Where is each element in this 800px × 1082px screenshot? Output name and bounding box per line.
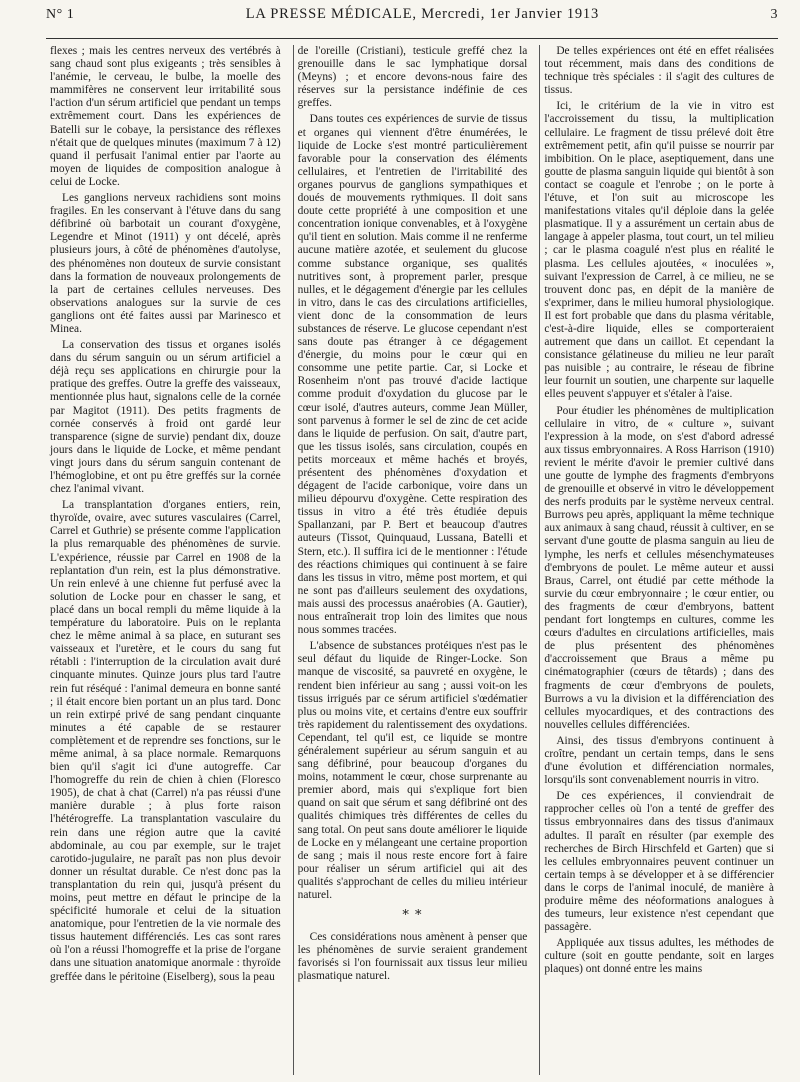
paragraph: Les ganglions nerveux rachidiens sont moins fragiles. En les conservant à l'étuve dans du sang défibriné où barbotait un courant d'oxygène, Legendre et Minot (1911) y ont décelé, après plusieurs jours, à côté de phénomènes d'autolyse, des phénomènes non douteux de survie consistant dans la formation de nouveaux prolongements de la part de certaines cellules nerveuses. Des observations analogues sur la survie de ces ganglions ont été faites aussi par Marinesco et Minea.	[50, 192, 281, 335]
column-right	[539, 45, 778, 1075]
paragraph: Pour étudier les phénomènes de multiplication cellulaire in vitro, de « culture », suivant l'expression à la mode, on s'est d'abord adressé aux tissus embryonnaires. A Ross Harrison (1910) revient le mérite d'avoir le premier cultivé dans une goutte de lymphe des fragments d'embryons de grenouille et observé in vitro le développement des nerfs produits par le système nerveux central. Burrows peu après, appliquant la même technique aux animaux à sang chaud, réussit à cultiver, en se servant d'une goutte de plasma sanguin au lieu de lymphe, les nerfs et cellules mésenchymateuses d'embryons de poulet. Le même auteur et aussi Braus, Carrel, ont étudié par cette méthode la survie du cœur embryonnaire ; le cœur entier, ou des fragments de cœur d'embryons, battent pendant fort longtemps en cultures, comme les cœurs d'adultes en circulations artificielles, mais de plus présentent des phénomènes d'accroissement que Braus a même pu cinématographier (cœurs de têtards) ; dans des fragments de cœur d'embryons de poulets, Burrows a vu la division et la différenciation des cellules myocardiques, et des contractions des nouvelles cellules différenciées.	[544, 404, 774, 731]
closing-paragraph: Ces considérations nous amènent à penser que les phénomènes de survie seraient grandement favorisés si l'on fournissait aux tissus leur milieu plasmatique naturel.	[297, 931, 528, 983]
paragraph: de l'oreille (Cristiani), testicule greffé chez la grenouille dans le sac lymphatique dorsal (Meyns) ; et encore devons-nous faire des réserves sur la persistance indéfinie de ces greffes.	[297, 45, 528, 110]
paragraph: flexes ; mais les centres nerveux des vertébrés à sang chaud sont plus exigeants ; très sensibles à l'anémie, le cerveau, le bulbe, la moelle des mammifères ne conservent leur irritabilité sous l'action d'un sérum artificiel que pendant un temps extrêmement court. Dans les expériences de Batelli sur le cobaye, la persistance des réflexes n'était que de quelques minutes (maximum 7 à 12) quand il perfusait l'animal entier par l'aorte au moyen de liquides de composition analogue à celui de Locke.	[50, 45, 281, 188]
text-columns	[46, 45, 778, 1075]
paragraph: Dans toutes ces expériences de survie de tissus et organes qui viennent d'être énumérées, le liquide de Locke s'est montré particulièrement favorable pour la conservation des éléments cellulaires, et l'entretien de l'irritabilité des organes pourvus de ganglions sympathiques et doués de mouvements rythmiques. Il doit sans doute cette propriété à une composition et une concentration ionique convenables, et à l'oxygène qu'il tient en solution. Mais comme il ne renferme aucune matière azotée, et seulement du glucose comme substance organique, ses qualités nutritives sont, à proprement parler, presque nulles, et le dégagement d'énergie par les cellules in vitro, dans le cas des circulations artificielles, vient donc de la consommation de leurs substances de réserve. Le glucose cependant n'est sans doute pas étranger à ce dégagement d'énergie, du moins pour le cœur qui en consomme une petite partie. Car, si Locke et Rosenheim n'ont pas trouvé d'acide lactique comme produit d'oxydation du glucose par le cœur isolé, d'autres auteurs, comme Jean Müller, sont parvenus à former le sel de zinc de cet acide dans le liquide de perfusion. On sait, d'autre part, que les tissus isolés, sans circulation, coupés en petits morceaux et même hachés et broyés, présentent des phénomènes d'oxydation et dégagent de l'acide carbonique, voire dans un milieu dépourvu d'oxygène. Cette respiration des tissus in vitro a été très étudiée depuis Spallanzani, par P. Bert et beaucoup d'autres auteurs (Tissot, Quinquaud, Lussana, Batelli et Stern, etc.). Il suffira ici de le mentionner : l'étude des réactions chimiques qui continuent à se faire dans les tissus in vitro, même post mortem, et qui ne sont pas d'ailleurs seulement des oxydations, mais aussi des processus anaérobies (A. Gautier), nous entraînerait trop loin des limites que nous nous sommes tracées.	[297, 113, 528, 637]
paragraph: Ainsi, des tissus d'embryons continuent à croître, pendant un certain temps, dans le sens d'une évolution et différenciation normales, lorsqu'ils sont convenablement nourris in vitro.	[544, 734, 774, 787]
section-separator: * *	[402, 908, 423, 924]
page-header	[46, 6, 778, 39]
paragraph: La conservation des tissus et organes isolés dans du sérum sanguin ou un sérum artificiel a déjà reçu ses applications en chirurgie pour la pratique des greffes. Outre la greffe des vaisseaux, mentionnée plus haut, signalons celle de la cornée par Magitot (1911). Des petits fragments de cornée conservés à froid ont gardé leur transparence (signe de survie) pendant dix, douze jours dans le liquide de Locke, et même pendant vingt jours dans du sérum sanguin contenant de l'hémoglobine, et ont pu être greffés sur la cornée chez l'animal vivant.	[50, 339, 281, 496]
column-left	[46, 45, 285, 1075]
paragraph: L'absence de substances protéiques n'est pas le seul défaut du liquide de Ringer-Locke. Son manque de viscosité, sa pauvreté en oxygène, le rendent bien inférieur au sang ; aussi voit-on les tissus irrigués par ce sérum artificiel s'œdématier plus ou moins vite, et certains d'entre eux souffrir très rapidement du ralentissement des oxydations. Cependant, tel qu'il est, ce liquide se montre généralement supérieur au sérum sanguin et au sang défibriné, pour beaucoup d'organes du moins, notamment le cœur, chose surprenante au premier abord, mais qui s'explique fort bien quand on sait que sérum et sang défibriné ont des qualités chimiques très différentes de celles du sang total. On peut sans doute améliorer le liquide de Locke en y mélangeant une certaine proportion de sang ; mais il nous reste encore fort à faire pour réaliser un sérum artificiel qui ait des qualités s'approchant de celles du milieu intérieur naturel.	[297, 640, 528, 901]
page-label: N° 1	[46, 7, 75, 22]
paragraph: La transplantation d'organes entiers, rein, thyroïde, ovaire, avec sutures vasculaires (Carrel, Carrel et Guthrie) se présente comme l'application la plus remarquable des phénomènes de survie. L'expérience, réussie par Carrel en 1908 de la replantation d'un rein, est la plus démonstrative. Un rein enlevé à une chienne fut perfusé avec la solution de Locke pour en chasser le sang, et placé dans un bocal rempli du même liquide à la température du laboratoire. Puis on le replanta chez le même animal à sa place, en suturant ses vaisseaux et l'uretère, et le cours du sang fut rétabli : l'interruption de la circulation avait duré cinquante minutes. Quinze jours plus tard l'autre rein fut réséqué : l'animal demeura en bonne santé ; il était encore bien portant un an plus tard. Donc un rein extirpé privé de sang pendant cinquante minutes a été capable de se restaurer complètement et de reprendre ses fonctions, sur le même animal, à sa place normale. Remarquons bien qu'il s'agit ici d'une autogreffe. Car l'homogreffe du rein de chien à chien (Floresco 1905), de chat à chat (Carrel) n'a pas réussi d'une manière durable ; à plus forte raison l'hétérogreffe. La transplantation vasculaire du rein dans une région autre que la cavité abdominale, au cou par exemple, sur le trajet carotido-jugulaire, ne paraît pas non plus devoir donner un résultat durable. Ce n'est donc pas la transplantation du rein qui, jusqu'à présent du moins, peut mettre en défaut le principe de la spécificité humorale et celui de la situation anatomique, pour l'entretien de la vie normale des tissus hautement différenciés. Les cas sont rares où l'on a réussi l'homogreffe et la prise de l'organe dans une situation anatomique anormale : thyroïde greffée dans le péritoine (Eiselberg), sous la peau	[50, 499, 281, 983]
paragraph: Ici, le critérium de la vie in vitro est l'accroissement du tissu, la multiplication cellulaire. Le fragment de tissu prélevé doit être extrêmement petit, afin qu'il puisse se nourrir par imbibition. On le place, aseptiquement, dans une goutte de plasma sanguin liquide qui bientôt à son contact se coagule et l'enrobe ; on le porte à l'étuve, et l'on suit au microscope les manifestations vitales qu'il déploie dans la gelée plasmatique. Il y a assurément un certain abus de langage à appeler plasma, tout court, un tel milieu ; car le plasma coagulé n'est plus en réalité le plasma. Les cellules ajoutées, « inoculées », suivant l'expression de Carrel, à ce milieu, ne se trouvent donc pas, en dépit de la manière de s'exprimer, dans le milieu humoral physiologique. Il est fort probable que dans du plasma véritable, c'est-à-dire liquide, elles se comporteraient autrement que dans un caillot. Et cependant la consistance gélatineuse du milieu ne leur paraît pas nuisible ; au contraire, le réseau de fibrine leur fournit un soutien, une charpente sur laquelle elles peuvent s'appuyer et s'étaler à l'aise.	[544, 100, 774, 401]
paragraph: Appliquée aux tissus adultes, les méthodes de culture (soit en goutte pendante, soit en larges plaques) ont donné entre les mains	[544, 937, 774, 976]
column-middle	[293, 45, 532, 1075]
page-number: 3	[770, 7, 778, 22]
paragraph: De ces expériences, il conviendrait de rapprocher celles où l'on a tenté de greffer des tissus embryonnaires dans des tissus d'animaux adultes. Il paraît en résulter (par exemple des recherches de Birch Hirschfeld et Garten) que si les cellules embryonnaires peuvent continuer un certain temps à se développer et à se différencier dans le corps de l'animal inoculé, de manière à produire même des néoformations analogues à des tumeurs, leur existence n'est cependant que passagère.	[544, 790, 774, 934]
publication-title: LA PRESSE MÉDICALE, Mercredi, 1er Janvier 1913	[245, 6, 600, 22]
paragraph: De telles expériences ont été en effet réalisées tout récemment, mais dans des conditions de technique très spéciales : il s'agit des cultures de tissus.	[544, 45, 774, 97]
